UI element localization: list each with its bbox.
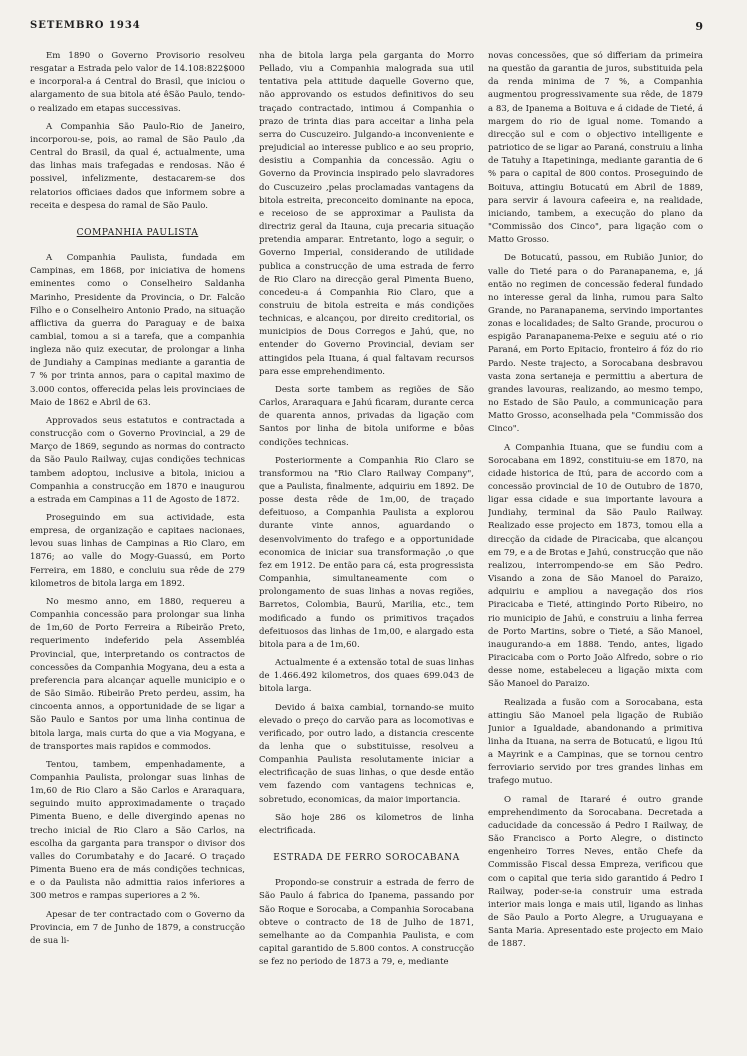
section-heading-companhia-paulista: COMPANHIA PAULISTA [76, 227, 199, 238]
paragraph: Tentou, tambem, empenhadamente, a Companhia Paulista, prolongar suas linhas de 1m,60 de Rio Claro a São Carlos e Araraquara, seguindo muito approximadamente o traçado Pimenta Bueno, e delle divergindo apenas no trecho inicial de Rio Claro a São Carlos, na escolha da garganta para transpor o divisor dos valles do Corumbatahy e do Jacaré. O traçado Pimenta Bueno era de más condições technicas, e o da Paulista não admittia raios inferiores a 300 metros e rampas superiores a 2 %. [30, 759, 245, 902]
paragraph: Propondo-se construir a estrada de ferro de São Paulo á fabrica do Ipanema, passando por São Roque e Sorocaba, a Companhia Sorocabana obteve o contracto de 18 de Julho de 1871, semelhante ao da Companhia Paulista, e com capital garantido de 5.800 contos. A construcção se fez no periodo de 1873 a 79, e, mediante [259, 878, 474, 968]
paragraph: O ramal de Itararé é outro grande emprehendimento da Sorocabana. Decretada a caducidade da concessão á Pedro I Railway, de São Francisco a Porto Alegre, o distincto engenheiro Torres Neves, então Chefe da Commissão Fiscal dessa Empreza, verificou que com o capital que teria sido garantido á Pedro I Railway, poder-se-ia construir uma estrada interior mais longa e mais util, ligando as linhas de São Paulo a Porto Alegre, a Uruguayana e Santa Maria. Apresentado este projecto em Maio de 1887. [488, 794, 703, 950]
page-number: 9 [695, 20, 703, 33]
page-header [30, 20, 703, 42]
paragraph: No mesmo anno, em 1880, requereu a Companhia concessão para prolongar sua linha de 1m,60 de Porto Ferreira a Ribeirão Preto, requerimento indeferido pela Assembléa Provincial, que, interpretando os contractos de concessões da Companhia Mogyana, deu a esta a preferencia para alcançar aquelle municipio e o de São Simão. Ribeirão Preto perdeu, assim, ha cincoenta annos, a opportunidade de se ligar a São Paulo e Santos por uma linha continua de bitola larga, mais curta do que a via Mogyana, e de transportes mais rapidos e commodos. [30, 596, 245, 752]
paragraph: Em 1890 o Governo Provisorio resolveu resgatar a Estrada pelo valor de 14.108:822$000 e incorporal-a á Central do Brasil, que iniciou o alargamento de sua bitola até êSão Paulo, tendo-o realizado em etapas successivas. [30, 51, 245, 114]
paragraph: Actualmente é a extensão total de suas linhas de 1.466.492 kilometros, dos quaes 699.043 de bitola larga. [259, 658, 474, 695]
paragraph: A Companhia São Paulo-Rio de Janeiro, incorporou-se, pois, ao ramal de São Paulo ,da Central do Brasil, da qual é, actualmente, uma das linhas mais trafegadas e rendosas. Não é possivel, infelizmente, destacarem-se dos relatorios officiaes dados que informem sobre a receita e despesa do ramal de São Paulo. [30, 121, 245, 211]
paragraph: Apesar de ter contractado com o Governo da Provincia, em 7 de Junho de 1879, a construcção de sua li- [30, 909, 245, 946]
paragraph: nha de bitola larga pela garganta do Morro Pellado, viu a Companhia malograda sua util tentativa pela attitude daquelle Governo que, não approvando os estudos definitivos do seu traçado contractado, intimou á Companhia o prazo de trinta dias para acceitar a linha pela serra do Cuscuzeiro. Julgando-a inconveniente e prejudicial ao interesse publico e ao seu proprio, desistiu a Companhia da concessão. Agiu o Governo da Provincia inspirado pelo slavradores do Cuscuzeiro ,pelas proclamadas vantagens da bitola estreita, preconceito dominante na epoca, e receioso de se approximar a Paulista da directriz geral da Itauna, cuja precaria situação pretendia amparar. Entretanto, logo a seguir, o Governo Imperial, considerando de utilidade publica a construcção de uma estrada de ferro de Rio Claro na direcção geral Pimenta Bueno, concedeu-a á Companhia Rio Claro, que a construiu de bitola estreita e más condições technicas, e alcançou, por direito creditorial, os municipios de Dous Corregos e Jahú, que, no entender do Governo Provincial, deviam ser attingidos pela Ituana, á qual faltavam recursos para esse emprehendimento. [259, 51, 474, 377]
paragraph: Proseguindo em sua actividade, esta empresa, de organização e capitaes nacionaes, levou suas linhas de Campinas a Rio Claro, em 1876; ao valle do Mogy-Guassú, em Porto Ferreira, em 1880, e concluiu sua rêde de 279 kilometros de bitola larga em 1892. [30, 513, 245, 589]
paragraph: Desta sorte tambem as regiões de São Carlos, Araraquara e Jahú ficaram, durante cerca de quarenta annos, privadas da ligação com Santos por linha de bitola uniforme e bôas condições technicas. [259, 384, 474, 448]
column-2 [259, 50, 474, 1038]
column-3 [488, 50, 703, 1038]
paragraph: A Companhia Paulista, fundada em Campinas, em 1868, por iniciativa de homens eminentes como o Conselheiro Saldanha Marinho, Presidente da Provincia, o Dr. Falcão Filho e o Conselheiro Antonio Prado, na situação afflictiva da guerra do Paraguay e de baixa cambial, tomou a si a tarefa, que a companhia ingleza não quiz executar, de prolongar a linha de Jundiahy a Campinas mediante a garantia de 7 % por trinta annos, para o capital maximo de 3.000 contos, offerecida pelas leis provinciaes de Maio de 1862 e Abril de 63. [30, 253, 245, 408]
paragraph: Devido á baixa cambial, tornando-se muito elevado o preço do carvão para as locomotivas e verificado, por outro lado, a distancia crescente da lenha que o substituisse, resolveu a Companhia Paulista resolutamente iniciar a electrificação de suas linhas, o que desde então vem fazendo com vantagens technicas e, sobretudo, economicas, da maior importancia. [259, 702, 474, 805]
paragraph: De Botucatú, passou, em Rubião Junior, do valle do Tieté para o do Paranapanema, e, já então no regimen de concessão federal fundado no interesse geral da linha, rumou para Salto Grande, no Paranapanema, servindo importantes zonas e localidades; de Salto Grande, procurou o espigão Paranapanema-Peixe e seguiu até o rio Paraná, em Porto Epitacio, fronteiro á fóz do rio Pardo. Neste trajecto, a Sorocabana desbravou vasta zona sertaneja e permittiu a abertura de grandes lavouras, realizando, ao mesmo tempo, no Estado de São Paulo, a communicação para Matto Grosso, aconselhada pela "Commissão dos Cinco". [488, 253, 703, 435]
paragraph: Posteriormente a Companhia Rio Claro se transformou na "Rio Claro Railway Company", que a Paulista, finalmente, adquiriu em 1892. De posse desta rêde de 1m,00, de traçado defeituoso, a Companhia Paulista a explorou durante vinte annos, aguardando o desenvolvimento do trafego e a opportunidade economica de iniciar sua transformação ,o que fez em 1912. De então para cá, esta progressista Companhia, simultaneamente com o prolongamento de suas linhas a novas regiões, Barretos, Colombia, Baurú, Marilia, etc., tem modificado a fundo os primitivos traçados defeituosos das linhas de 1m,00, e alargado esta bitola para a de 1m,60. [259, 455, 474, 650]
paragraph: novas concessões, que só differiam da primeira na questão da garantia de juros, substituida pela da renda minima de 7 %, a Companhia augmentou progressivamente sua rêde, de 1879 a 83, de Ipanema a Boituva e á cidade de Tieté, á margem do rio de igual nome. Tomando a direcção sul e com o objectivo intelligente e patriotico de se ligar ao Paraná, construiu a linha de Tatuhy a Itapetininga, mediante garantia de 6 % para o capital de 800 contos. Proseguindo de Boituva, attingiu Botucatú em Abril de 1889, para servir á lavoura cafeeira e, na realidade, iniciando, tambem, a execução do plano da "Commissão dos Cinco", para ligação com o Matto Grosso. [488, 51, 703, 246]
column-1 [30, 50, 245, 1038]
issue-date: SETEMBRO 1934 [30, 20, 141, 31]
paragraph: Approvados seus estatutos e contractada a construcção com o Governo Provincial, a 29 de Março de 1869, segundo as normas do contracto da São Paulo Railway, cujas condições technicas tambem adoptou, inclusive a bitola, iniciou a Companhia a construcção em 1870 e inaugurou a estrada em Campinas a 11 de Agosto de 1872. [30, 415, 245, 505]
paragraph: A Companhia Ituana, que se fundiu com a Sorocabana em 1892, constituiu-se em 1870, na cidade historica de Itú, para de accordo com a concessão provincial de 10 de Outubro de 1870, ligar essa cidade e sua importante lavoura a Jundiahy, terminal da São Paulo Railway. Realizado esse projecto em 1873, tomou ella a direcção da cidade de Piracicaba, que alcançou em 79, e a de Brotas e Jahú, construcção que não realizou, interrompendo-se em São Pedro. Visando a zona de São Manoel do Paraizo, adquiriu e ampliou a navegação dos rios Piracicaba e Tieté, attingindo Porto Ribeiro, no rio municipio de Jahú, e construiu a linha ferrea de Porto Martins, sobre o Tieté, a São Manoel, inaugurando-a em 1888. Tendo, antes, ligado Piracicaba com o Porto João Alfredo, sobre o rio desse nome, estabeleceu a ligação mixta com São Manoel do Paraizo. [488, 442, 703, 690]
section-heading-sorocabana: ESTRADA DE FERRO SOROCABANA [273, 853, 460, 864]
paragraph: Realizada a fusão com a Sorocabana, esta attingiu São Manoel pela ligação de Rubião Junior a Igualdade, abandonando a primitiva linha da Ituana, na serra de Botucatú, e ligou Itú a Mayrink e a Campinas, que se tornou centro ferroviario servido por tres grandes linhas em trafego mutuo. [488, 697, 703, 787]
article-body [30, 50, 703, 1038]
paragraph: São hoje 286 os kilometros de linha electrificada. [259, 812, 474, 836]
